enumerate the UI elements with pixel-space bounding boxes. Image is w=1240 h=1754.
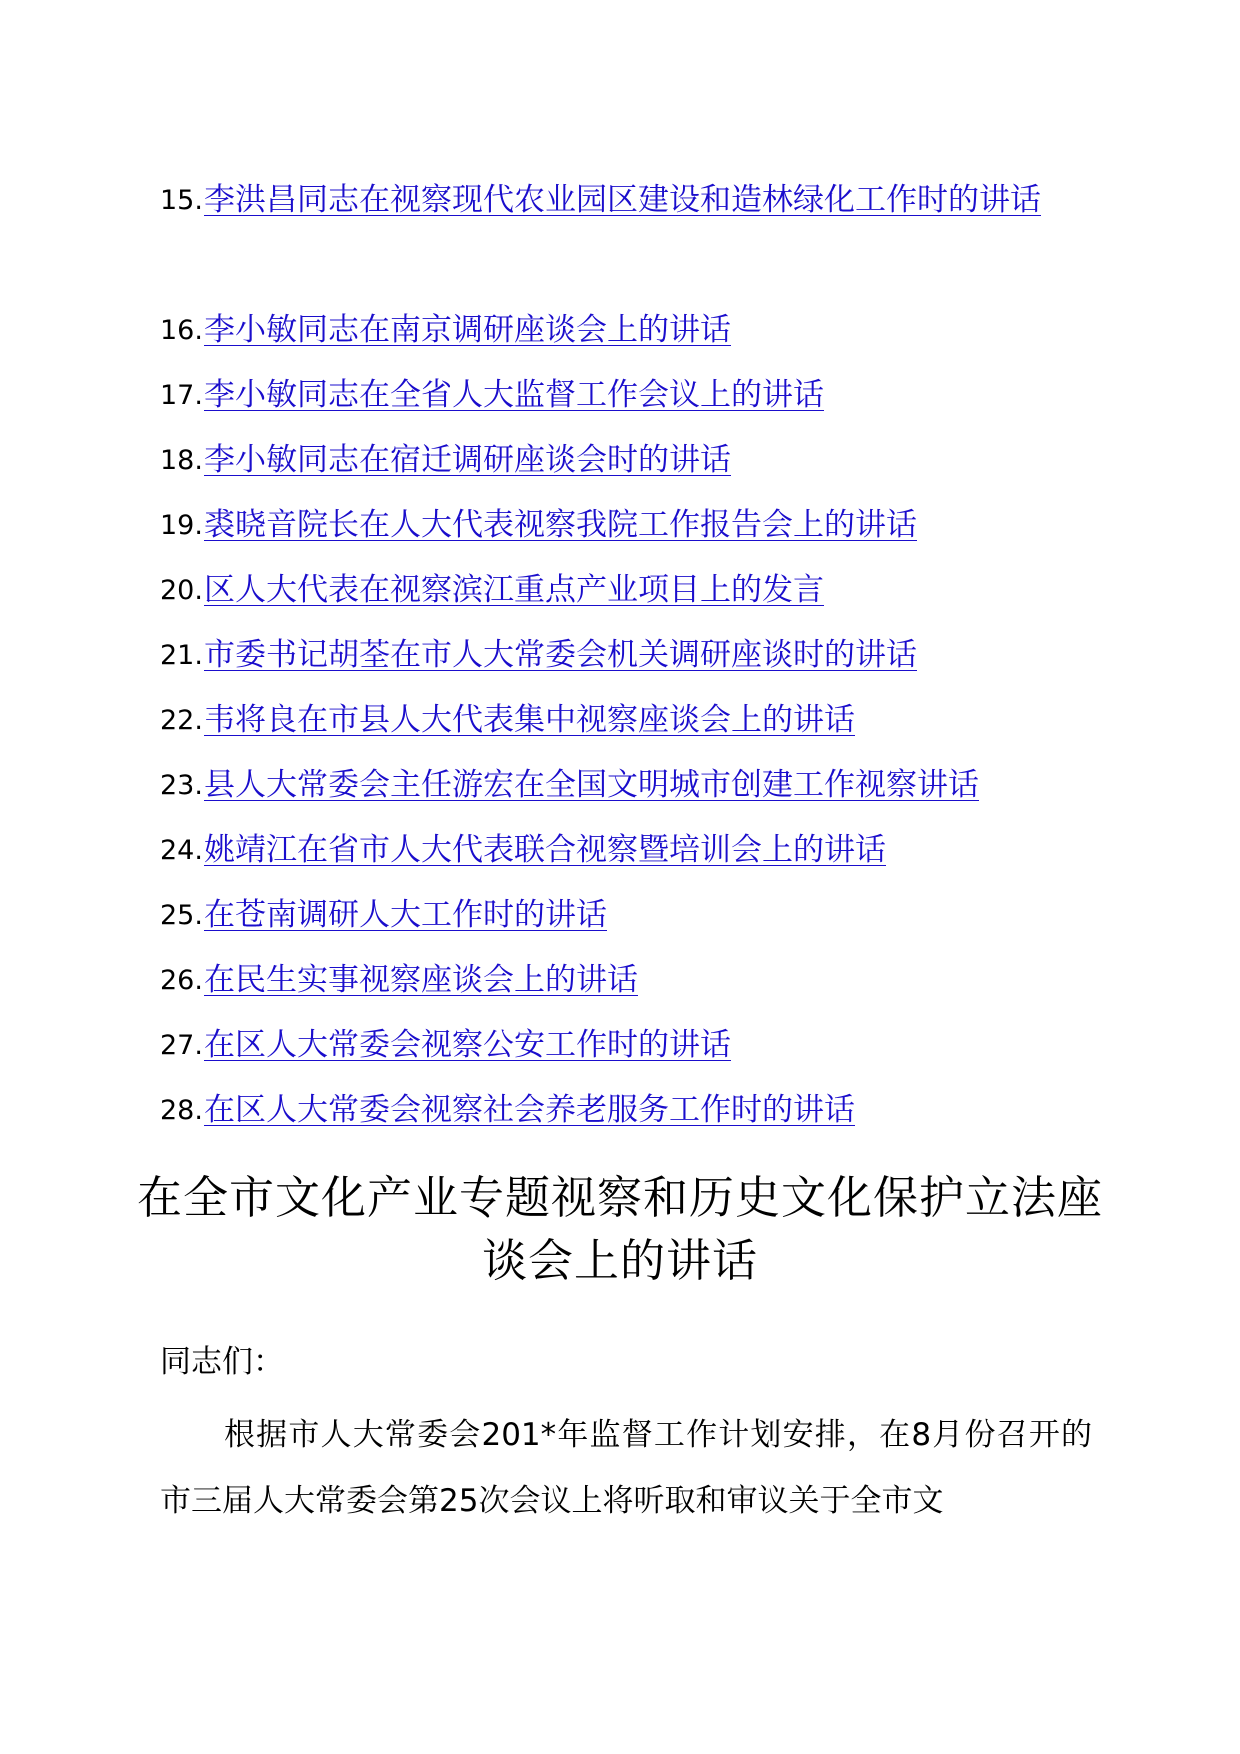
toc-item — [160, 298, 1100, 363]
toc-item — [160, 883, 1100, 948]
toc-item-link[interactable]: 县人大常委会主任游宏在全国文明城市创建工作视察讲话 — [204, 767, 979, 803]
toc-item-link[interactable]: 在苍南调研人大工作时的讲话 — [204, 897, 607, 933]
toc-item-number: 15. — [160, 185, 203, 216]
toc-item — [160, 493, 1100, 558]
toc-item-number: 18. — [160, 445, 203, 476]
toc-item-link[interactable]: 市委书记胡荃在市人大常委会机关调研座谈时的讲话 — [204, 637, 917, 673]
toc-item-number: 24. — [160, 835, 203, 866]
toc-item-number: 27. — [160, 1030, 203, 1061]
toc-item-number: 25. — [160, 900, 203, 931]
toc-item-link[interactable]: 在区人大常委会视察社会养老服务工作时的讲话 — [204, 1092, 855, 1128]
toc-item-number: 20. — [160, 575, 203, 606]
toc-item — [160, 428, 1100, 493]
toc-item-link[interactable]: 李小敏同志在南京调研座谈会上的讲话 — [204, 312, 731, 348]
salutation: 同志们： — [160, 1344, 284, 1380]
toc-item — [160, 623, 1100, 688]
toc-item-number: 28. — [160, 1095, 203, 1126]
toc-item-link[interactable]: 李小敏同志在全省人大监督工作会议上的讲话 — [204, 377, 824, 413]
toc-item — [160, 948, 1100, 1013]
toc-item — [160, 558, 1100, 623]
toc-item-number: 26. — [160, 965, 203, 996]
toc-item-number: 19. — [160, 510, 203, 541]
toc-item-link[interactable]: 李洪昌同志在视察现代农业园区建设和造林绿化工作时的讲话 — [204, 182, 1041, 218]
document-title: 在全市文化产业专题视察和历史文化保护立法座谈会上的讲话 — [136, 1171, 1103, 1287]
toc-item — [160, 1078, 1100, 1143]
toc-item — [160, 818, 1100, 883]
table-of-contents — [160, 168, 1100, 1143]
toc-item-number: 21. — [160, 640, 203, 671]
toc-item — [160, 1013, 1100, 1078]
toc-item-number: 17. — [160, 380, 203, 411]
toc-item-link[interactable]: 李小敏同志在宿迁调研座谈会时的讲话 — [204, 442, 731, 478]
toc-item-number: 22. — [160, 705, 203, 736]
toc-item — [160, 168, 1100, 298]
toc-item-link[interactable]: 在区人大常委会视察公安工作时的讲话 — [204, 1027, 731, 1063]
toc-item-number: 16. — [160, 315, 203, 346]
toc-item-link[interactable]: 裘晓音院长在人大代表视察我院工作报告会上的讲话 — [204, 507, 917, 543]
toc-item-number: 23. — [160, 770, 203, 801]
toc-item — [160, 363, 1100, 428]
toc-item-link[interactable]: 区人大代表在视察滨江重点产业项目上的发言 — [204, 572, 824, 608]
toc-item-link[interactable]: 在民生实事视察座谈会上的讲话 — [204, 962, 638, 998]
body-paragraph: 根据市人大常委会201*年监督工作计划安排，在8月份召开的市三届人大常委会第25次会议上将听取和审议关于全市文 — [160, 1417, 1092, 1519]
toc-item — [160, 753, 1100, 818]
toc-item — [160, 688, 1100, 753]
toc-item-link[interactable]: 韦将良在市县人大代表集中视察座谈会上的讲话 — [204, 702, 855, 738]
toc-item-link[interactable]: 姚靖江在省市人大代表联合视察暨培训会上的讲话 — [204, 832, 886, 868]
